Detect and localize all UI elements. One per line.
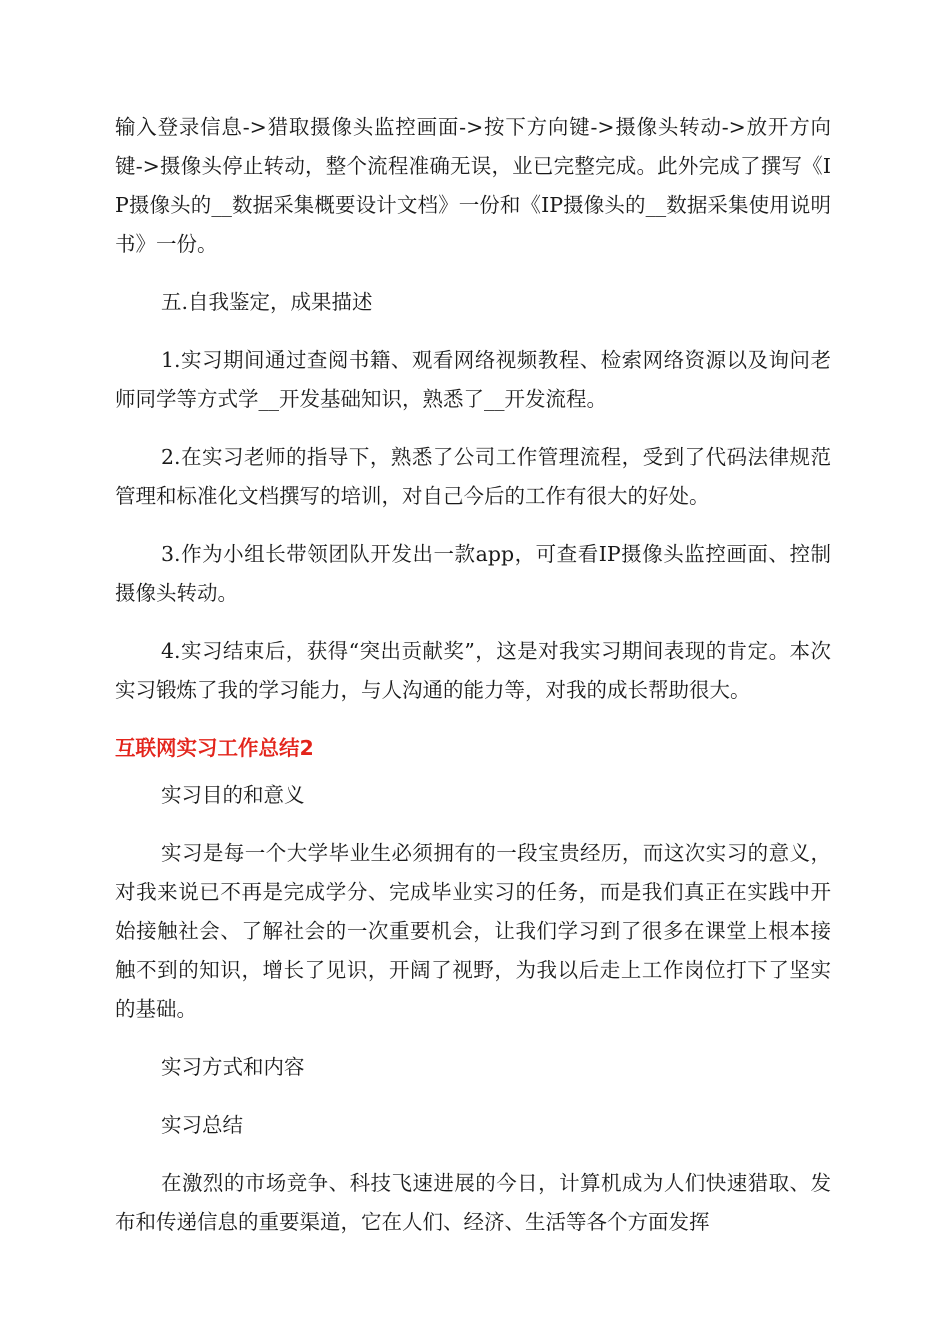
document-body — [115, 108, 831, 1242]
list-item-2: 2.在实习老师的指导下，熟悉了公司工作管理流程，受到了代码法律规范管理和标准化文档撰写的培训，对自己今后的工作有很大的好处。 — [115, 445, 831, 508]
subheading-summary: 实习总结 — [161, 1113, 243, 1137]
section-title-self-assessment: 五.自我鉴定，成果描述 — [161, 290, 373, 314]
list-item-1: 1.实习期间通过查阅书籍、观看网络视频教程、检索网络资源以及询问老师同学等方式学__开发基础知识，熟悉了__开发流程。 — [115, 348, 831, 411]
paragraph-meaning: 实习是每一个大学毕业生必须拥有的一段宝贵经历，而这次实习的意义，对我来说已不再是完成学分、完成毕业实习的任务，而是我们真正在实践中开始接触社会、了解社会的一次重要机会，让我们学习到了很多在课堂上根本接触不到的知识，增长了见识，开阔了视野，为我以后走上工作岗位打下了坚实的基础。 — [115, 841, 831, 1021]
list-item-4: 4.实习结束后，获得“突出贡献奖”，这是对我实习期间表现的肯定。本次实习锻炼了我的学习能力，与人沟通的能力等，对我的成长帮助很大。 — [115, 639, 831, 702]
list-item-3: 3.作为小组长带领团队开发出一款app，可查看IP摄像头监控画面、控制摄像头转动。 — [115, 542, 831, 605]
heading-summary-2: 互联网实习工作总结2 — [115, 736, 314, 760]
paragraph-summary: 在激烈的市场竞争、科技飞速进展的今日，计算机成为人们快速猎取、发布和传递信息的重要渠道，它在人们、经济、生活等各个方面发挥 — [115, 1171, 831, 1234]
subheading-purpose: 实习目的和意义 — [161, 783, 305, 807]
paragraph-workflow: 输入登录信息->猎取摄像头监控画面->按下方向键->摄像头转动->放开方向键->摄像头停止转动，整个流程准确无误，业已完整完成。此外完成了撰写《IP摄像头的__数据采集概要设计文档》一份和《IP摄像头的__数据采集使用说明书》一份。 — [115, 115, 831, 256]
subheading-method: 实习方式和内容 — [161, 1055, 305, 1079]
